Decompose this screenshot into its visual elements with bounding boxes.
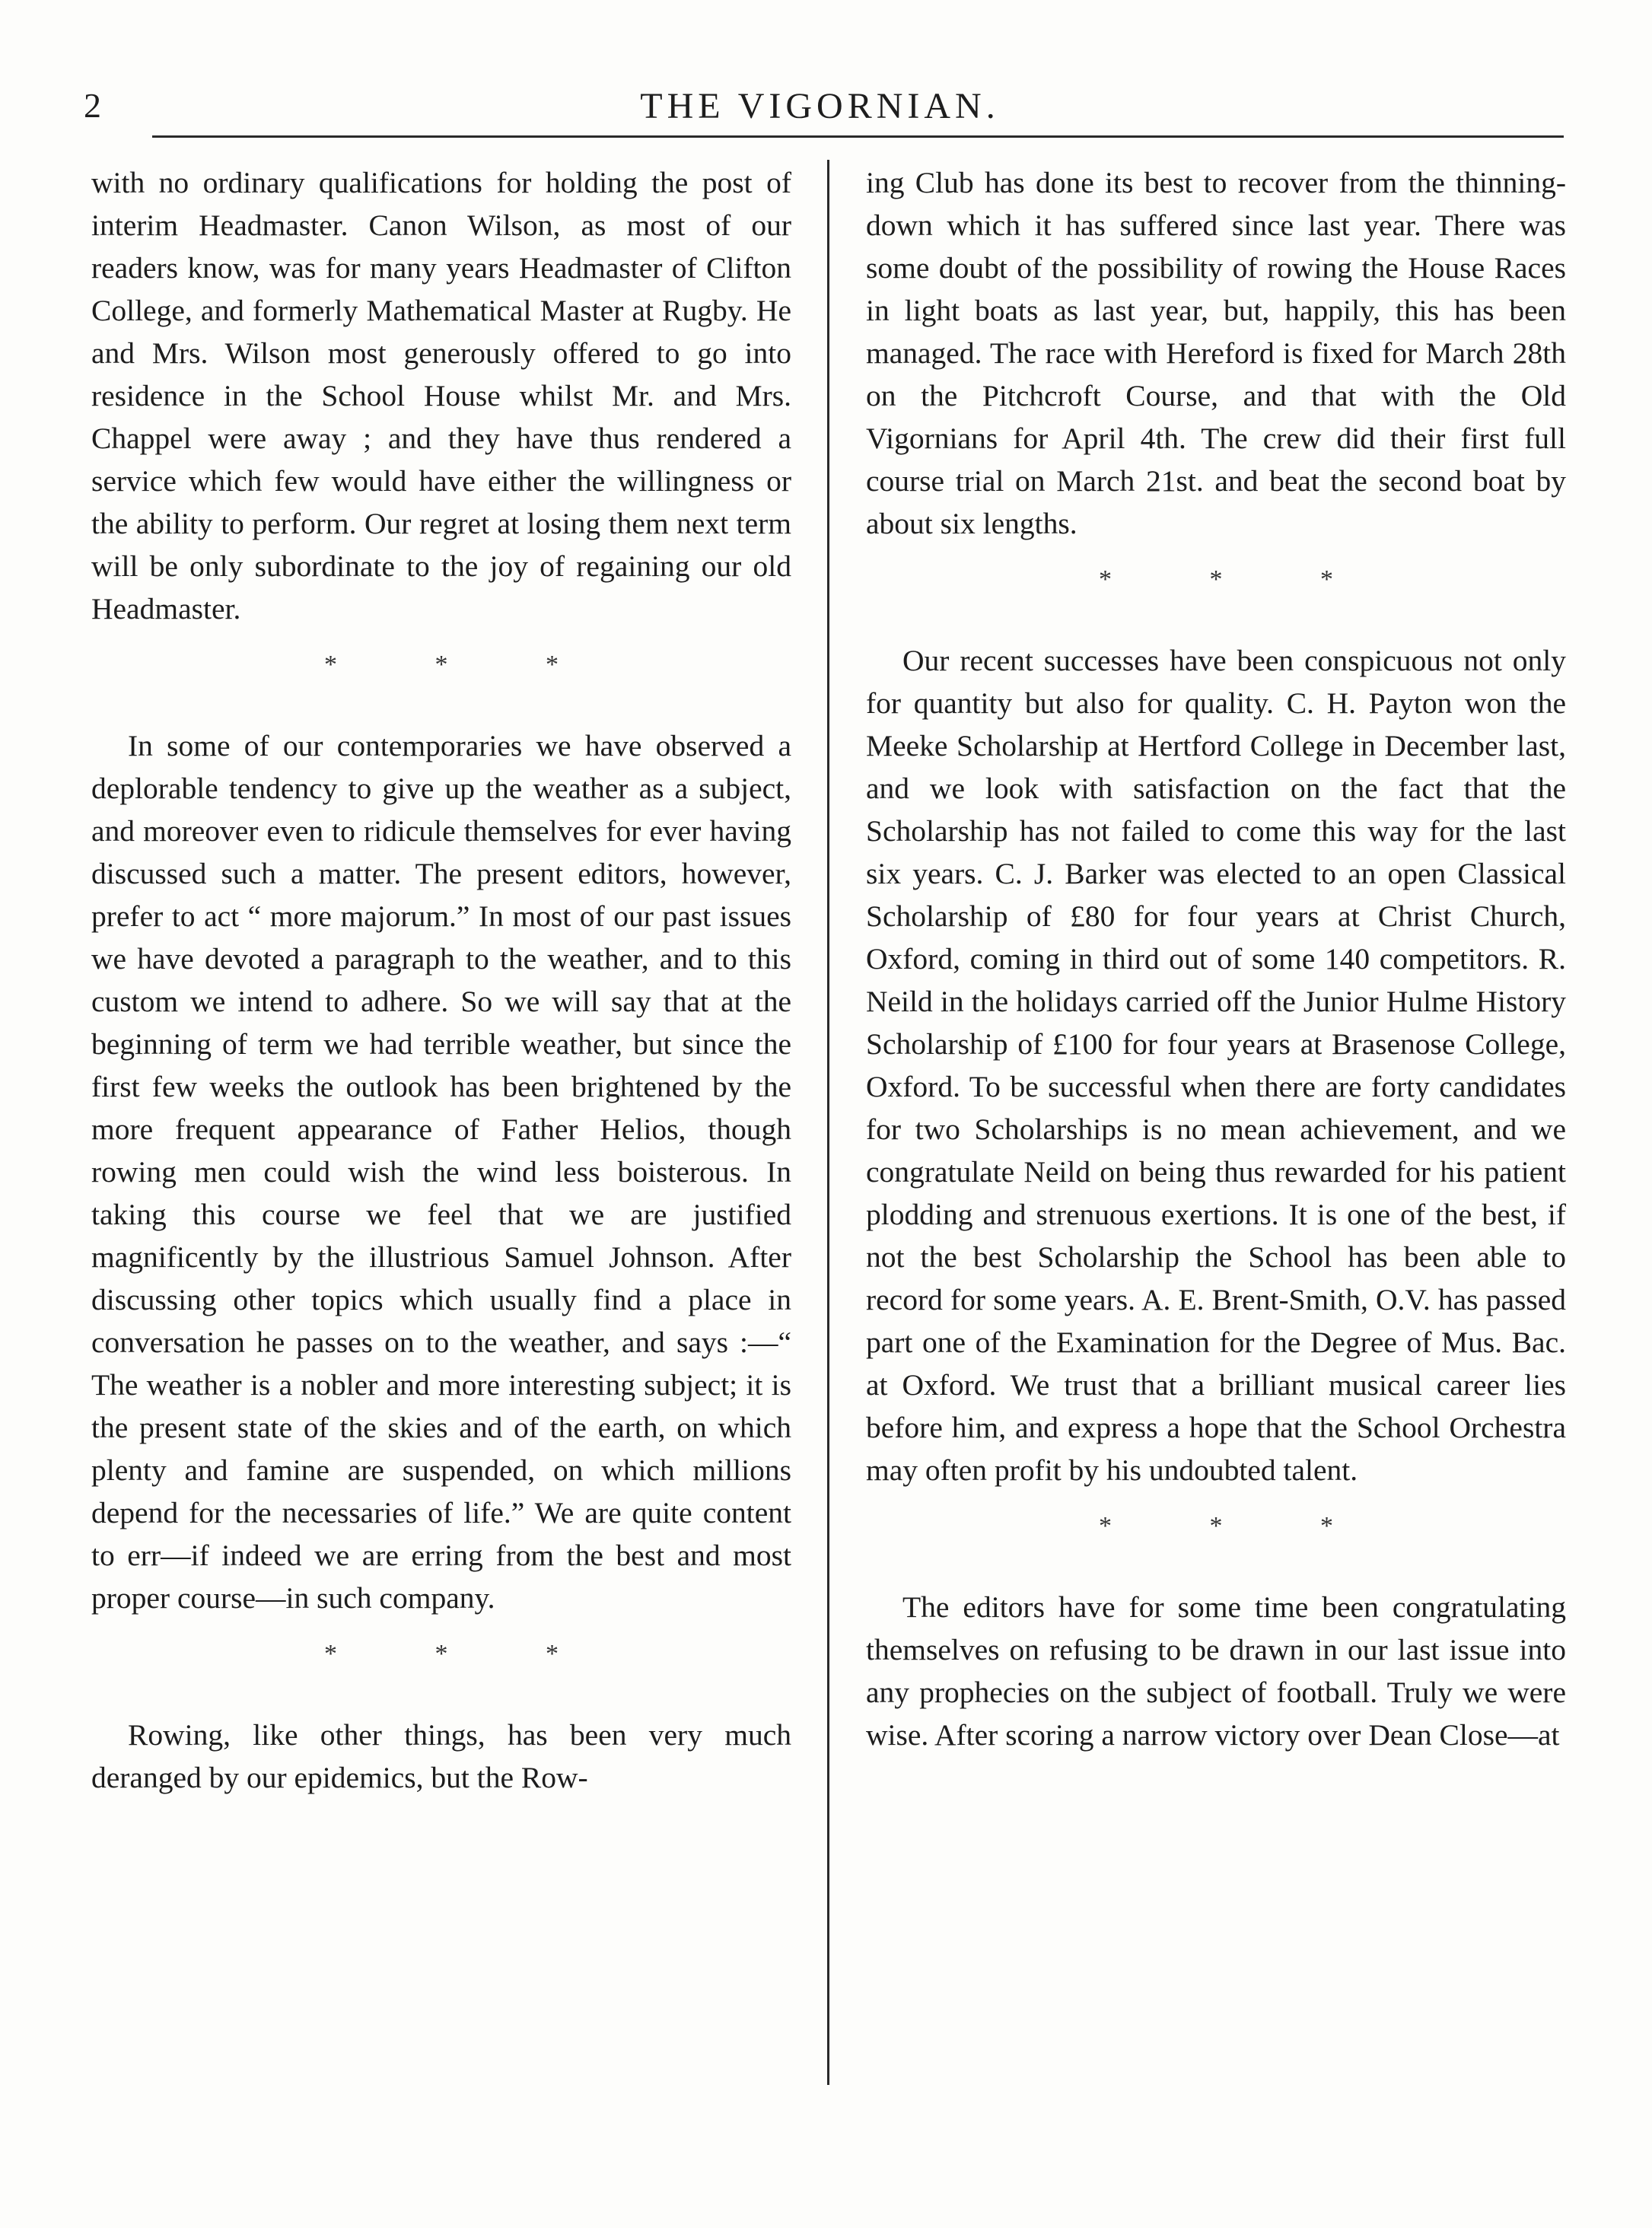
section-separator: * * * [1099, 565, 1379, 594]
header-rule [152, 135, 1564, 138]
running-title: THE VIGORNIAN. [640, 86, 1000, 126]
section-separator: * * * [1099, 1512, 1379, 1540]
page-header [84, 85, 1556, 138]
section-separator: * * * [324, 1640, 604, 1668]
paragraph-interim-headmaster: with no ordinary qualifications for holding the post of interim Headmaster. Canon Wilson, as most of our readers know, was for many years Headmaster of Clifton College, and formerly Mathematical Master at Rugby. He and Mrs. Wilson most generously offered to go into residence in the School House whilst Mr. and Mrs. Chappel were away ; and they have thus rendered a service which few would have either the willingness or the ability to perform. Our regret at losing them next term will be only subordinate to the joy of regaining our old Headmaster. [91, 166, 791, 625]
left-column [91, 161, 791, 1799]
page-number: 2 [84, 86, 103, 125]
paragraph-weather: In some of our contemporaries we have observed a deplorable tendency to give up the weather as a subject, and moreover even to ridicule themselves for ever having discussed such a matter. The present editors, however, prefer to act “ more majorum.” In most of our past issues we have devoted a paragraph to the weather, and to this custom we intend to adhere. So we will say that at the beginning of term we had terrible weather, but since the first few weeks the outlook has been brightened by the more frequent appearance of Father Helios, though rowing men could wish the wind less boisterous. In taking this course we feel that we are justified magnificently by the illustrious Samuel Johnson. After discussing other topics which usually find a place in conversation he passes on to the weather, and says :—“ The weather is a nobler and more interesting subject; it is the present state of the skies and of the earth, on which plenty and famine are suspended, on which millions depend for the necessaries of life.” We are quite content to err—if indeed we are erring from the best and most proper course—in such company. [91, 729, 791, 1615]
paragraph-rowing-continued: ing Club has done its best to recover from the thinning-down which it has suffered since last year. There was some doubt of the possibility of rowing the House Races in light boats as last year, but, happily, this has been managed. The race with Hereford is fixed for March 28th on the Pitchcroft Course, and that with the Old Vigornians for April 4th. The crew did their first full course trial on March 21st. and beat the second boat by about six lengths. [866, 166, 1566, 540]
section-separator: * * * [324, 651, 604, 679]
paragraph-rowing: Rowing, like other things, has been very much deranged by our epidemics, but the Row- [91, 1718, 791, 1794]
paragraph-successes: Our recent successes have been conspicuous not only for quantity but also for quality. C. H. Payton won the Meeke Scholarship at Hertford College in December last, and we look with satisfaction on the fact that the Scholarship has not failed to come this way for the last six years. C. J. Barker was elected to an open Classical Scholarship of £80 for four years at Christ Church, Oxford, coming in third out of some 140 competitors. R. Neild in the holidays carried off the Junior Hulme History Scholarship of £100 for four years at Brasenose College, Oxford. To be successful when there are forty candidates for two Scholarships is no mean achievement, and we congratulate Neild on being thus rewarded for his patient plodding and strenuous exertions. It is one of the best, if not the best Scholarship the School has been able to record for some years. A. E. Brent-Smith, O.V. has passed part one of the Examination for the Degree of Mus. Bac. at Oxford. We trust that a brilliant musical career lies before him, and express a hope that the School Orchestra may often profit by his undoubted talent. [866, 644, 1566, 1487]
column-divider [827, 160, 829, 2085]
right-column [866, 161, 1566, 1756]
paragraph-football: The editors have for some time been congratulating themselves on refusing to be drawn in our last issue into any prophecies on the subject of football. Truly we were wise. After scoring a narrow victory over Dean Close—at [866, 1590, 1566, 1752]
